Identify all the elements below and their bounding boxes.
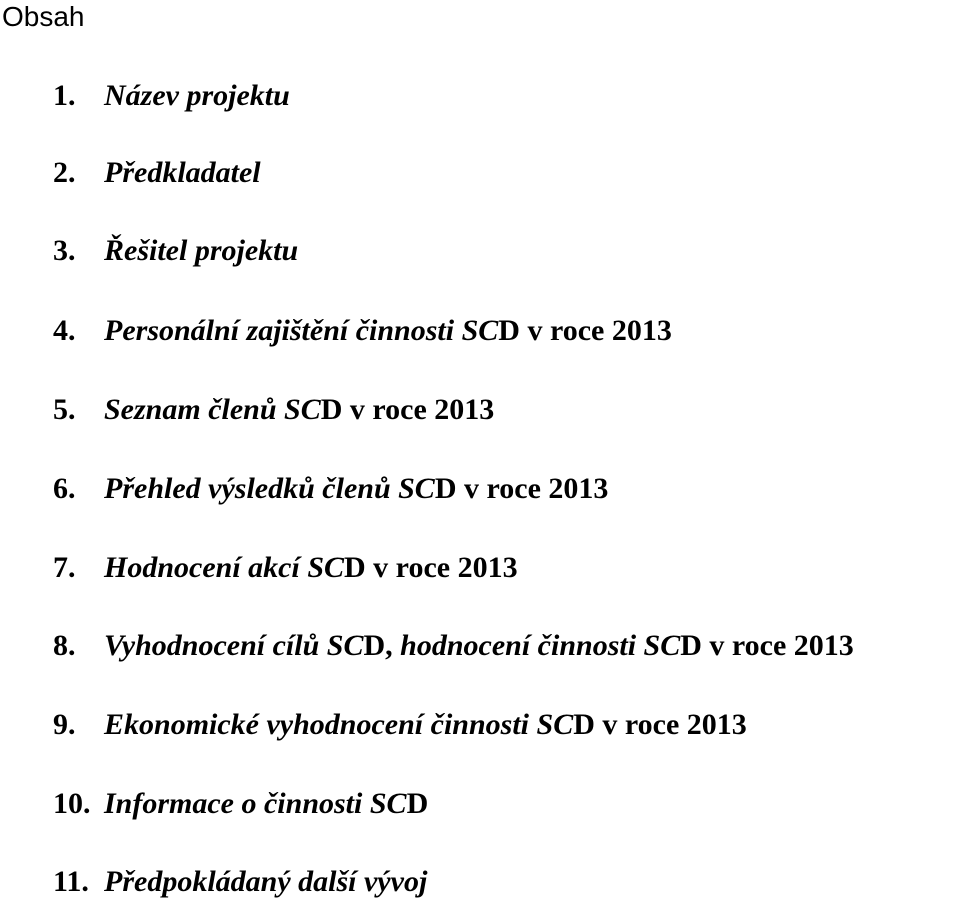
toc-text-italic: Přehled výsledků členů SC	[104, 472, 435, 505]
toc-number: 4.	[53, 314, 76, 347]
toc-number: 1.	[53, 79, 76, 112]
toc-text-plain: D v roce 2013	[434, 472, 609, 505]
toc-text	[104, 74, 290, 118]
toc-number: 7.	[53, 551, 76, 584]
toc-text-italic: Předkladatel	[104, 156, 261, 189]
toc-number: 11.	[53, 865, 89, 898]
toc-text	[104, 151, 261, 195]
toc-text-italic: Řešitel projektu	[104, 234, 299, 267]
toc-text-italic: Vyhodnocení cílů SC	[104, 629, 364, 662]
toc-text	[104, 388, 494, 432]
toc-text	[104, 703, 747, 747]
toc-text-italic: Personální zajištění činnosti SC	[104, 314, 499, 347]
toc-text-italic: Seznam členů SC	[104, 393, 321, 426]
toc-text-italic: Hodnocení akcí SC	[104, 551, 345, 584]
toc-text-italic: Předpokládaný další vývoj	[104, 865, 428, 898]
toc-text-italic: Název projektu	[104, 79, 290, 112]
toc-number: 2.	[53, 156, 76, 189]
toc-number: 10.	[53, 787, 91, 820]
toc-text	[104, 546, 518, 590]
toc-text	[104, 782, 428, 826]
toc-text-italic: Ekonomické vyhodnocení činnosti SC	[104, 708, 574, 741]
page-title: Obsah	[2, 1, 85, 32]
toc-text-plain: D v roce 2013	[344, 551, 518, 584]
toc-text	[104, 309, 672, 353]
toc-text	[104, 467, 608, 511]
toc-text-plain: D v roce 2013	[573, 708, 747, 741]
toc-text	[104, 229, 298, 273]
toc-text-italic: Informace o činnosti SC	[104, 787, 407, 820]
toc-text-plain-2: D v roce 2013	[680, 629, 854, 662]
toc-text-plain: D,	[363, 629, 401, 662]
toc-text-plain: D v roce 2013	[320, 393, 495, 426]
toc-text-italic-2: hodnocení činnosti SC	[400, 629, 681, 662]
toc-number: 5.	[53, 393, 76, 426]
toc-number: 8.	[53, 629, 76, 662]
toc-text	[104, 624, 854, 668]
toc-number: 9.	[53, 708, 76, 741]
toc-text-plain: D	[406, 787, 429, 820]
toc-text	[104, 860, 427, 904]
toc-number: 3.	[53, 234, 76, 267]
toc-number: 6.	[53, 472, 76, 505]
toc-text-plain: D v roce 2013	[498, 314, 672, 347]
